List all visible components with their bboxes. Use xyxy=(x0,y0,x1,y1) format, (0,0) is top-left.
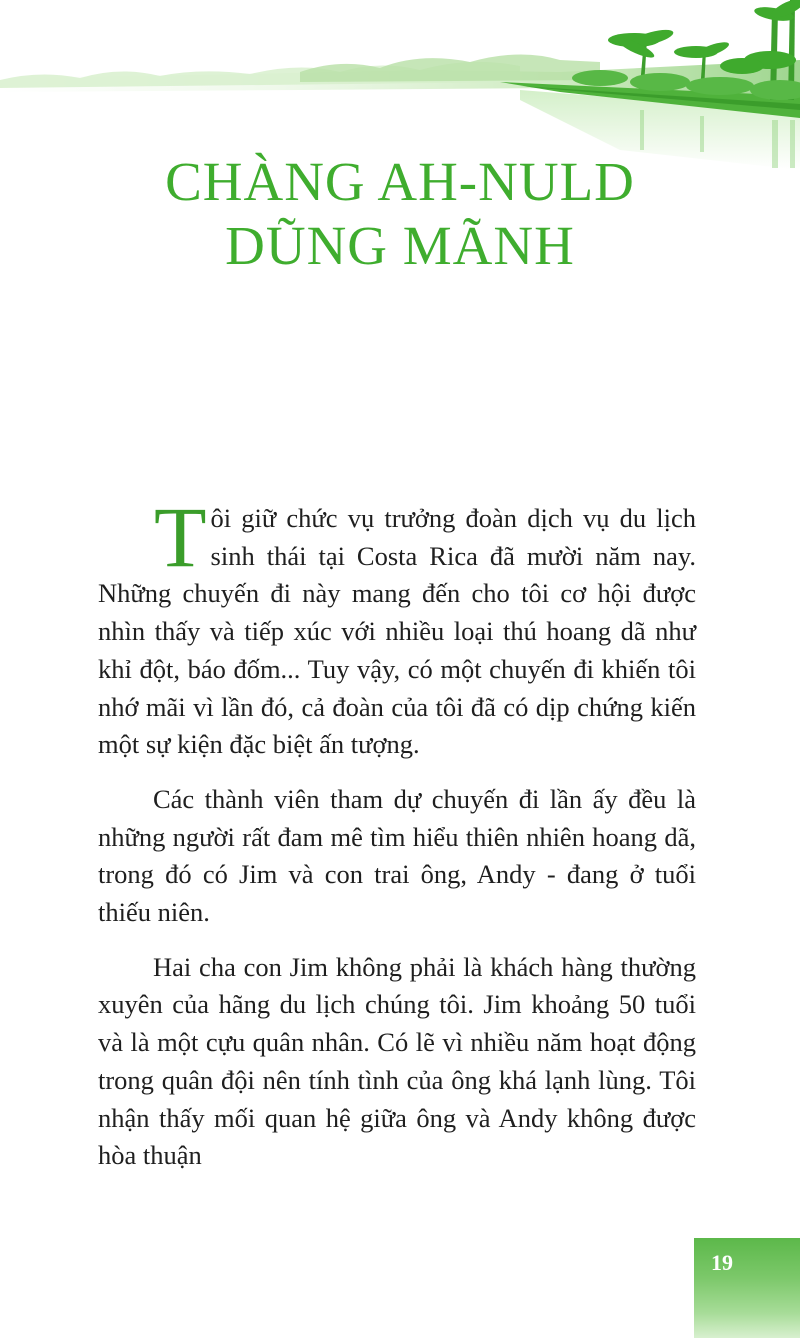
chapter-body xyxy=(98,489,696,1192)
paragraph-1 xyxy=(98,489,696,764)
paragraph-3: Hai cha con Jim không phải là khách hàng thường xuyên của hãng du lịch chúng tôi. Jim khoảng 50 tuổi và là một cựu quân nhân. Có lẽ vì nhiều năm hoạt động trong quân đội nên tính tình của ông khá lạnh lùng. Tôi nhận thấy mối quan hệ giữa ông và Andy không được hòa thuận xyxy=(98,951,696,1171)
paragraph-1-text: ôi giữ chức vụ trưởng đoàn dịch vụ du lịch sinh thái tại Costa Rica đã mười năm nay. Những chuyến đi này mang đến cho tôi cơ hội được nhìn thấy và tiếp xúc với nhiều loại thú hoang dã như khỉ đột, báo đốm... Tuy vậy, có một chuyến đi khiến tôi nhớ mãi vì lần đó, cả đoàn của tôi đã có dịp chứng kiến một sự kiện đặc biệt ấn tượng. xyxy=(98,503,696,760)
chapter-title-line-1: CHÀNG AH-NULD xyxy=(165,151,635,212)
palm-landscape-illustration xyxy=(0,0,800,170)
paragraph-2: Các thành viên tham dự chuyến đi lần ấy đều là những người rất đam mê tìm hiểu thiên nhiên hoang dã, trong đó có Jim và con trai ông, Andy - đang ở tuổi thiếu niên. xyxy=(98,783,696,928)
chapter-title-line-2: DŨNG MÃNH xyxy=(225,215,575,276)
drop-cap: T xyxy=(154,489,207,585)
chapter-title xyxy=(0,150,800,278)
page-number: 19 xyxy=(711,1250,733,1275)
